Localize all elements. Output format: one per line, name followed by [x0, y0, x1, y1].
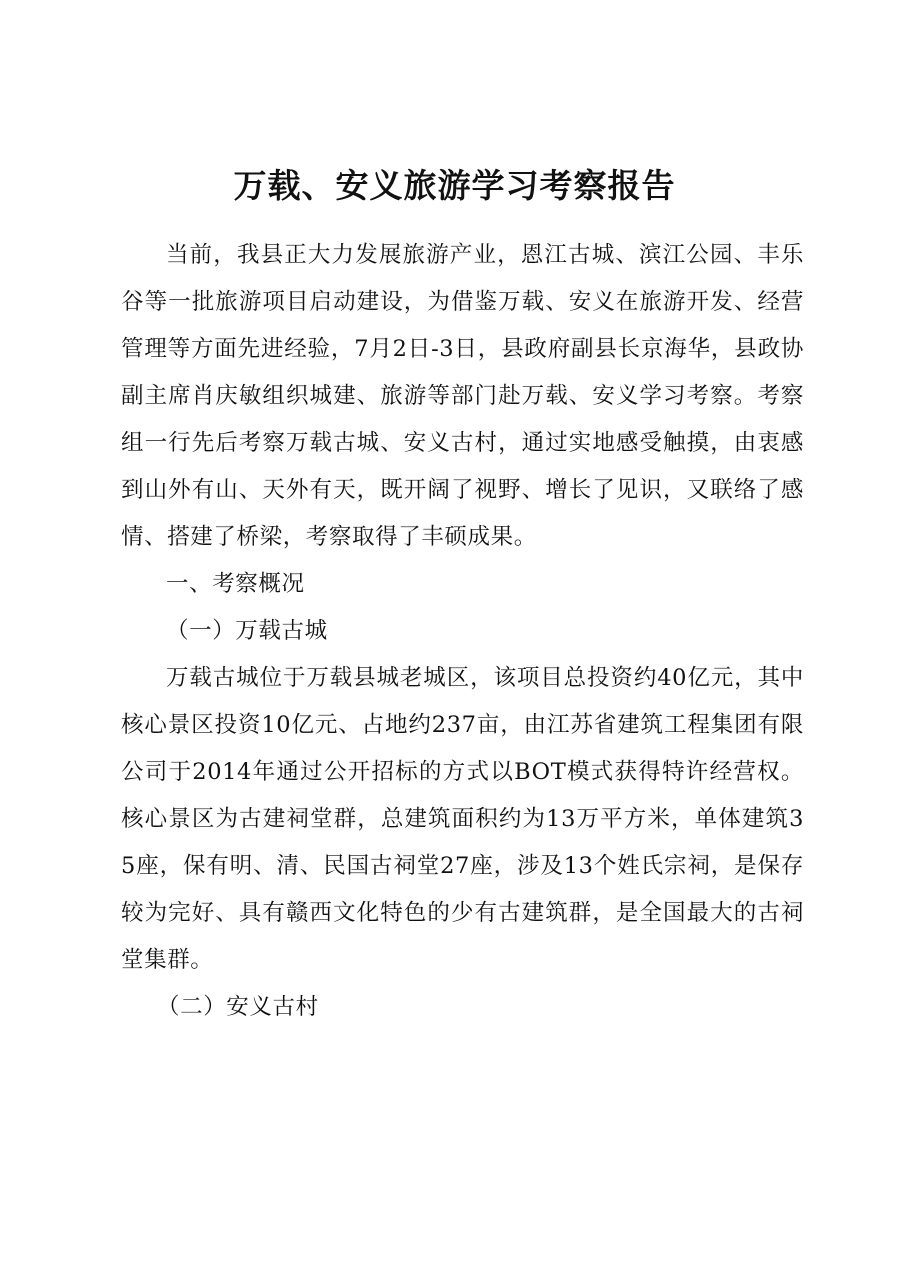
document-body: [121, 232, 804, 1031]
intro-paragraph: 当前，我县正大力发展旅游产业，恩江古城、滨江公园、丰乐谷等一批旅游项目启动建设，为借鉴万载、安义在旅游开发、经营管理等方面先进经验，7月2日-3日，县政府副县长京海华，县政协副主席肖庆敏组织城建、旅游等部门赴万载、安义学习考察。考察组一行先后考察万载古城、安义古村，通过实地感受触摸，由衷感到山外有山、天外有天，既开阔了视野、增长了见识，又联络了感情、搭建了桥梁，考察取得了丰硕成果。: [121, 242, 804, 550]
section-heading-overview: 一、考察概况: [166, 571, 305, 597]
wanzai-paragraph: 万载古城位于万载县城老城区，该项目总投资约40亿元，其中核心景区投资10亿元、占地约237亩，由江苏省建筑工程集团有限公司于2014年通过公开招标的方式以BOT模式获得特许经营权。核心景区为古建祠堂群，总建筑面积约为13万平方米，单体建筑35座，保有明、清、民国古祠堂27座，涉及13个姓氏宗祠，是保存较为完好、具有赣西文化特色的少有古建筑群，是全国最大的古祠堂集群。: [121, 665, 804, 973]
subsection-heading-wanzai: （一）万载古城: [166, 618, 328, 644]
document-title: 万载、安义旅游学习考察报告: [233, 166, 676, 205]
subsection-heading-anyi: （二）安义古村: [157, 994, 319, 1020]
